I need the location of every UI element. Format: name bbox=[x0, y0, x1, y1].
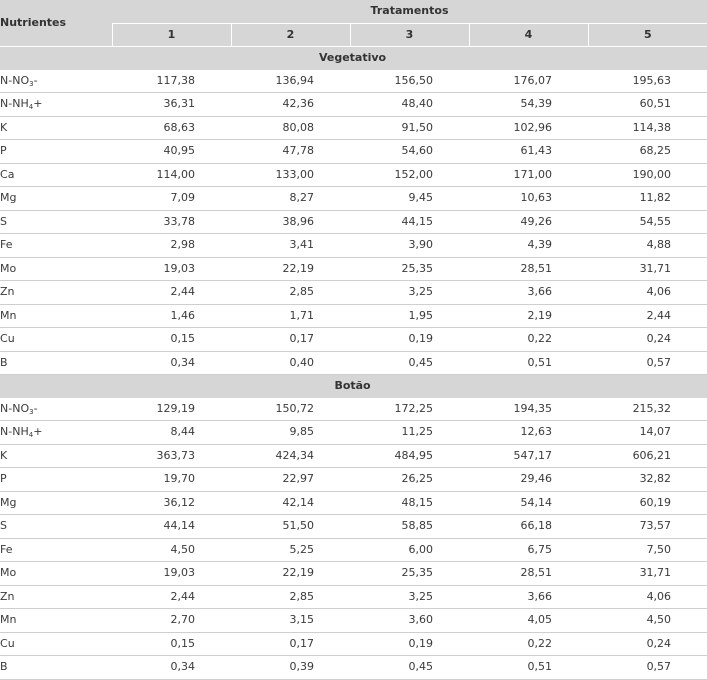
value-cell: 44,14 bbox=[112, 515, 231, 539]
value-cell: 68,63 bbox=[112, 116, 231, 140]
value-cell: 42,14 bbox=[231, 491, 350, 515]
table-row bbox=[0, 398, 707, 421]
table-row bbox=[0, 562, 707, 586]
value-cell: 129,19 bbox=[112, 398, 231, 421]
value-cell: 0,39 bbox=[231, 656, 350, 680]
table-row bbox=[0, 468, 707, 492]
value-cell: 2,85 bbox=[231, 281, 350, 305]
value-cell: 51,50 bbox=[231, 515, 350, 539]
value-cell: 0,40 bbox=[231, 351, 350, 375]
nutrient-name: $N-NO_3-$ bbox=[0, 70, 112, 93]
value-cell: 2,19 bbox=[469, 304, 588, 328]
value-cell: 0,45 bbox=[350, 656, 469, 680]
table-row bbox=[0, 163, 707, 187]
value-cell: 9,85 bbox=[231, 421, 350, 445]
table-row bbox=[0, 304, 707, 328]
value-cell: 2,98 bbox=[112, 234, 231, 258]
column-header: 1 bbox=[112, 23, 231, 47]
value-cell: 19,03 bbox=[112, 562, 231, 586]
value-cell: 0,57 bbox=[588, 351, 707, 375]
header-row-group bbox=[0, 0, 707, 23]
value-cell: 14,07 bbox=[588, 421, 707, 445]
value-cell: 0,24 bbox=[588, 328, 707, 352]
value-cell: 19,03 bbox=[112, 257, 231, 281]
value-cell: 363,73 bbox=[112, 444, 231, 468]
value-cell: 33,78 bbox=[112, 210, 231, 234]
value-cell: 3,15 bbox=[231, 609, 350, 633]
value-cell: 0,34 bbox=[112, 656, 231, 680]
value-cell: 215,32 bbox=[588, 398, 707, 421]
value-cell: 0,51 bbox=[469, 656, 588, 680]
value-cell: 4,88 bbox=[588, 234, 707, 258]
value-cell: 11,82 bbox=[588, 187, 707, 211]
value-cell: 1,46 bbox=[112, 304, 231, 328]
nutrient-name: K bbox=[0, 444, 112, 468]
value-cell: 2,70 bbox=[112, 609, 231, 633]
table-row bbox=[0, 656, 707, 680]
nutrient-name: $N-NH_4+$ bbox=[0, 421, 112, 445]
value-cell: 194,35 bbox=[469, 398, 588, 421]
value-cell: 36,31 bbox=[112, 93, 231, 117]
nutrient-name: Mg bbox=[0, 491, 112, 515]
table-row bbox=[0, 70, 707, 93]
value-cell: 10,63 bbox=[469, 187, 588, 211]
value-cell: 36,12 bbox=[112, 491, 231, 515]
row-label-header: Nutrientes bbox=[0, 0, 112, 47]
value-cell: 6,75 bbox=[469, 538, 588, 562]
table-row bbox=[0, 281, 707, 305]
value-cell: 0,15 bbox=[112, 632, 231, 656]
value-cell: 40,95 bbox=[112, 140, 231, 164]
value-cell: 22,19 bbox=[231, 562, 350, 586]
section-header-row bbox=[0, 47, 707, 70]
value-cell: 150,72 bbox=[231, 398, 350, 421]
column-header: 2 bbox=[231, 23, 350, 47]
table-row bbox=[0, 234, 707, 258]
value-cell: 6,00 bbox=[350, 538, 469, 562]
nutrient-name: Mg bbox=[0, 187, 112, 211]
value-cell: 54,14 bbox=[469, 491, 588, 515]
value-cell: 49,26 bbox=[469, 210, 588, 234]
table-row bbox=[0, 538, 707, 562]
value-cell: 0,19 bbox=[350, 328, 469, 352]
value-cell: 19,70 bbox=[112, 468, 231, 492]
value-cell: 114,00 bbox=[112, 163, 231, 187]
value-cell: 117,38 bbox=[112, 70, 231, 93]
value-cell: 60,51 bbox=[588, 93, 707, 117]
nutrient-name: $N-NO_3-$ bbox=[0, 398, 112, 421]
value-cell: 7,09 bbox=[112, 187, 231, 211]
table-row bbox=[0, 632, 707, 656]
table-row bbox=[0, 351, 707, 375]
column-header: 4 bbox=[469, 23, 588, 47]
value-cell: 38,96 bbox=[231, 210, 350, 234]
nutrient-name: Cu bbox=[0, 328, 112, 352]
table-row bbox=[0, 93, 707, 117]
value-cell: 3,41 bbox=[231, 234, 350, 258]
value-cell: 2,44 bbox=[112, 585, 231, 609]
value-cell: 4,06 bbox=[588, 281, 707, 305]
table-row bbox=[0, 444, 707, 468]
value-cell: 68,25 bbox=[588, 140, 707, 164]
value-cell: 176,07 bbox=[469, 70, 588, 93]
value-cell: 3,90 bbox=[350, 234, 469, 258]
value-cell: 0,57 bbox=[588, 656, 707, 680]
table-row bbox=[0, 328, 707, 352]
value-cell: 190,00 bbox=[588, 163, 707, 187]
value-cell: 22,19 bbox=[231, 257, 350, 281]
column-header: 5 bbox=[588, 23, 707, 47]
value-cell: 3,25 bbox=[350, 281, 469, 305]
value-cell: 22,97 bbox=[231, 468, 350, 492]
value-cell: 152,00 bbox=[350, 163, 469, 187]
value-cell: 0,15 bbox=[112, 328, 231, 352]
nutrient-name: S bbox=[0, 515, 112, 539]
value-cell: 28,51 bbox=[469, 562, 588, 586]
value-cell: 7,50 bbox=[588, 538, 707, 562]
value-cell: 26,25 bbox=[350, 468, 469, 492]
value-cell: 133,00 bbox=[231, 163, 350, 187]
value-cell: 31,71 bbox=[588, 257, 707, 281]
value-cell: 91,50 bbox=[350, 116, 469, 140]
nutrient-name: B bbox=[0, 656, 112, 680]
nutrient-name: Zn bbox=[0, 281, 112, 305]
value-cell: 60,19 bbox=[588, 491, 707, 515]
section-title: Vegetativo bbox=[0, 47, 707, 70]
table-row bbox=[0, 515, 707, 539]
value-cell: 136,94 bbox=[231, 70, 350, 93]
value-cell: 32,82 bbox=[588, 468, 707, 492]
table-row bbox=[0, 421, 707, 445]
value-cell: 4,50 bbox=[588, 609, 707, 633]
value-cell: 48,40 bbox=[350, 93, 469, 117]
value-cell: 0,34 bbox=[112, 351, 231, 375]
value-cell: 28,51 bbox=[469, 257, 588, 281]
value-cell: 11,25 bbox=[350, 421, 469, 445]
value-cell: 8,44 bbox=[112, 421, 231, 445]
value-cell: 66,18 bbox=[469, 515, 588, 539]
nutrient-name: Mo bbox=[0, 257, 112, 281]
value-cell: 80,08 bbox=[231, 116, 350, 140]
nutrient-name: $N-NH_4+$ bbox=[0, 93, 112, 117]
value-cell: 58,85 bbox=[350, 515, 469, 539]
nutrient-name: Mn bbox=[0, 304, 112, 328]
value-cell: 73,57 bbox=[588, 515, 707, 539]
value-cell: 44,15 bbox=[350, 210, 469, 234]
value-cell: 29,46 bbox=[469, 468, 588, 492]
nutrient-name: S bbox=[0, 210, 112, 234]
table-row bbox=[0, 585, 707, 609]
nutrient-name: Ca bbox=[0, 163, 112, 187]
value-cell: 31,71 bbox=[588, 562, 707, 586]
value-cell: 4,39 bbox=[469, 234, 588, 258]
value-cell: 54,55 bbox=[588, 210, 707, 234]
value-cell: 2,85 bbox=[231, 585, 350, 609]
table-row bbox=[0, 210, 707, 234]
nutrient-name: Fe bbox=[0, 234, 112, 258]
value-cell: 0,51 bbox=[469, 351, 588, 375]
value-cell: 25,35 bbox=[350, 257, 469, 281]
value-cell: 1,71 bbox=[231, 304, 350, 328]
value-cell: 1,95 bbox=[350, 304, 469, 328]
treatments-group-header: Tratamentos bbox=[112, 0, 707, 23]
value-cell: 0,17 bbox=[231, 632, 350, 656]
value-cell: 3,66 bbox=[469, 585, 588, 609]
section-title: Botão bbox=[0, 375, 707, 398]
value-cell: 606,21 bbox=[588, 444, 707, 468]
value-cell: 47,78 bbox=[231, 140, 350, 164]
value-cell: 61,43 bbox=[469, 140, 588, 164]
nutrient-name: Mo bbox=[0, 562, 112, 586]
value-cell: 484,95 bbox=[350, 444, 469, 468]
table-row bbox=[0, 116, 707, 140]
value-cell: 195,63 bbox=[588, 70, 707, 93]
value-cell: 114,38 bbox=[588, 116, 707, 140]
value-cell: 8,27 bbox=[231, 187, 350, 211]
value-cell: 156,50 bbox=[350, 70, 469, 93]
table-row bbox=[0, 140, 707, 164]
value-cell: 3,60 bbox=[350, 609, 469, 633]
table-row bbox=[0, 257, 707, 281]
value-cell: 2,44 bbox=[588, 304, 707, 328]
value-cell: 4,05 bbox=[469, 609, 588, 633]
nutrient-name: K bbox=[0, 116, 112, 140]
value-cell: 9,45 bbox=[350, 187, 469, 211]
value-cell: 3,66 bbox=[469, 281, 588, 305]
value-cell: 4,06 bbox=[588, 585, 707, 609]
column-header: 3 bbox=[350, 23, 469, 47]
value-cell: 12,63 bbox=[469, 421, 588, 445]
nutrient-name: Zn bbox=[0, 585, 112, 609]
table-row bbox=[0, 187, 707, 211]
value-cell: 0,22 bbox=[469, 328, 588, 352]
value-cell: 54,60 bbox=[350, 140, 469, 164]
nutrient-name: P bbox=[0, 468, 112, 492]
value-cell: 48,15 bbox=[350, 491, 469, 515]
value-cell: 547,17 bbox=[469, 444, 588, 468]
nutrient-name: Cu bbox=[0, 632, 112, 656]
value-cell: 0,45 bbox=[350, 351, 469, 375]
value-cell: 0,22 bbox=[469, 632, 588, 656]
value-cell: 0,19 bbox=[350, 632, 469, 656]
value-cell: 25,35 bbox=[350, 562, 469, 586]
nutrient-name: Mn bbox=[0, 609, 112, 633]
value-cell: 2,44 bbox=[112, 281, 231, 305]
value-cell: 102,96 bbox=[469, 116, 588, 140]
value-cell: 171,00 bbox=[469, 163, 588, 187]
value-cell: 42,36 bbox=[231, 93, 350, 117]
table-body bbox=[0, 47, 707, 680]
nutrient-name: Fe bbox=[0, 538, 112, 562]
table-row bbox=[0, 609, 707, 633]
nutrient-name: P bbox=[0, 140, 112, 164]
value-cell: 424,34 bbox=[231, 444, 350, 468]
value-cell: 3,25 bbox=[350, 585, 469, 609]
nutrient-name: B bbox=[0, 351, 112, 375]
value-cell: 0,17 bbox=[231, 328, 350, 352]
value-cell: 4,50 bbox=[112, 538, 231, 562]
value-cell: 172,25 bbox=[350, 398, 469, 421]
value-cell: 54,39 bbox=[469, 93, 588, 117]
section-header-row bbox=[0, 375, 707, 398]
value-cell: 5,25 bbox=[231, 538, 350, 562]
value-cell: 0,24 bbox=[588, 632, 707, 656]
